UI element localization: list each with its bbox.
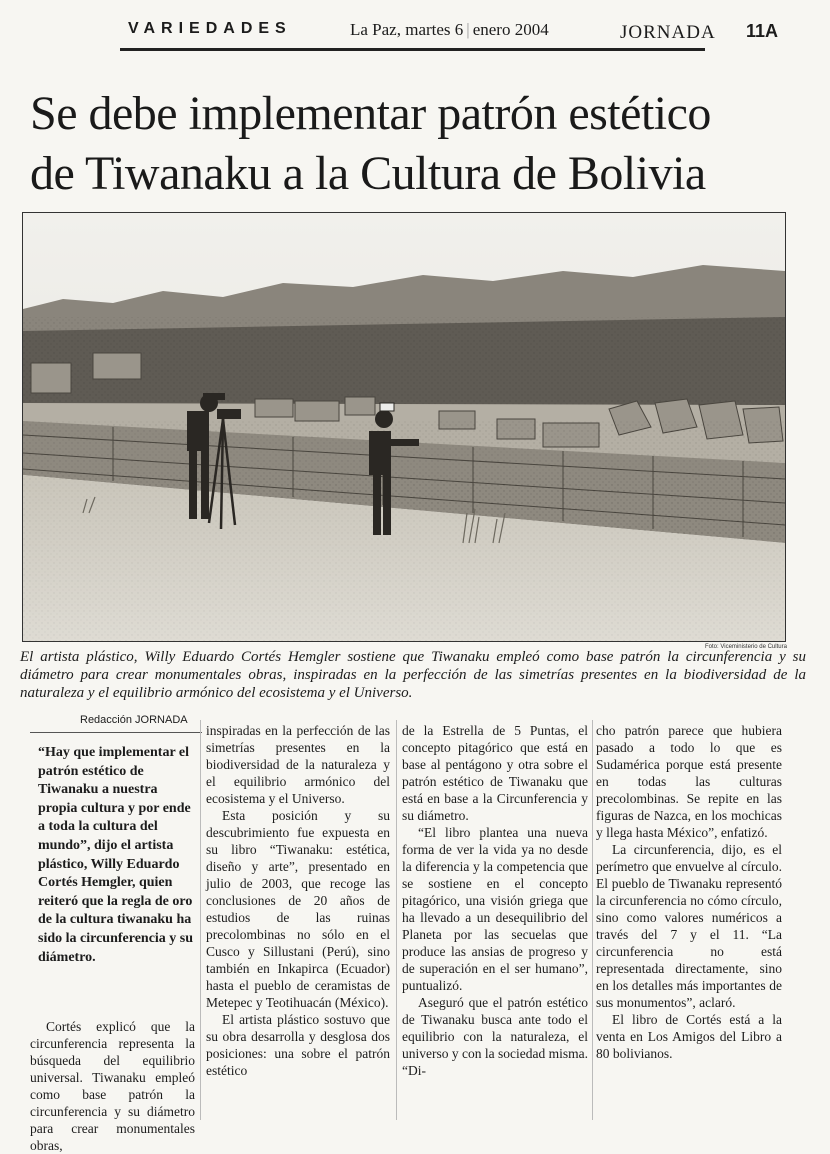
publication-name: JORNADA xyxy=(620,22,716,43)
column-divider xyxy=(592,720,593,1120)
paragraph: Aseguró que el patrón estético de Tiwanaku busca ante todo el equilibrio con la naturaleza, el universo y con la sociedad misma. “Di- xyxy=(402,995,588,1078)
headline xyxy=(30,84,810,204)
paragraph: El artista plástico sostuvo que su obra desarrolla y desglosa dos posiciones: una sobre el patrón estético xyxy=(206,1012,390,1078)
byline-divider xyxy=(30,732,202,733)
paragraph: Cortés explicó que la circunferencia representa la búsqueda del equilibrio universal. Tiwanaku empleó como base patrón la circunferencia y su diámetro para crear monumentales obras, xyxy=(30,1019,195,1153)
article-column-3 xyxy=(402,722,588,1079)
photo-caption: El artista plástico, Willy Eduardo Cortés Hemgler sostiene que Tiwanaku empleó como base patrón la circunferencia y su diámetro para crear monumentales obras, inspiradas en la perfección de las simetrías presentes en la biodiversidad de la naturaleza y el equilibrio armónico del ecosistema y el Universo. xyxy=(20,649,806,701)
photo-credit: Foto: Viceministerio de Cultura xyxy=(705,644,787,650)
paragraph: Esta posición y su descubrimiento fue expuesta en su libro “Tiwanaku: estética, diseño y arte”, presentado en julio de 2003, que recoge las conclusiones de 20 años de estudios de las ruinas precolombinas no sólo en el Cusco y Sillustani (Perú), sino también en Inkapirca (Ecuador) hasta el pueblo de ceramistas de Metepec y Teotihuacán (México). xyxy=(206,808,390,1010)
article-column-1 xyxy=(30,1018,195,1154)
paragraph: “El libro plantea una nueva forma de ver la vida ya no desde la diferencia y la competencia que se sostiene en el concepto pitagórico, una visión griega que ha llevado a un desequilibrio del Planeta por las secuelas que produce las ansias de progreso y de superación en el ser humano”, puntualizó. xyxy=(402,825,588,993)
paragraph: cho patrón parece que hubiera pasado a todo lo que es Sudamérica porque está presente en todas las culturas precolombinas. Se repite en las figuras de Nazca, en los mochicas y llega hasta México”, enfatizó. xyxy=(596,723,782,840)
pull-quote: “Hay que implementar el patrón estético de Tiwanaku a nuestra propia cultura y por ende a toda la cultura del mundo”, dijo el artista plástico, Willy Eduardo Cortés Hemgler, quien reiteró que la regla de oro de la cultura tiwanaku ha sido la circunferencia y su diámetro. xyxy=(38,745,194,965)
headline-line-2: de Tiwanaku a la Cultura de Bolivia xyxy=(30,147,706,200)
page-number: 11A xyxy=(746,21,779,41)
publication-date: La Paz, martes 6 | enero 2004 xyxy=(350,20,549,39)
paragraph: La circunferencia, dijo, es el perímetro que envuelve al círculo. El pueblo de Tiwanaku representó la circunferencia no cómo círculo, sino como valores numéricos a través del 7 y el 11. “La circunferencia no está representada directamente, sino en los detalles más importantes de sus monumentos”, aclaró. xyxy=(596,842,782,1010)
article-column-4 xyxy=(596,722,782,1062)
paragraph: inspiradas en la perfección de las simetrías presentes en la biodiversidad de la naturaleza y el equilibrio armónico del ecosistema y el Universo. xyxy=(206,723,390,806)
article-photo xyxy=(22,212,786,642)
column-divider xyxy=(200,720,201,1120)
headline-line-1: Se debe implementar patrón estético xyxy=(30,87,711,140)
header-divider xyxy=(120,48,705,51)
article-column-2 xyxy=(206,722,390,1079)
paragraph: El libro de Cortés está a la venta en Los Amigos del Libro a 80 bolivianos. xyxy=(596,1012,782,1061)
paragraph: de la Estrella de 5 Puntas, el concepto pitagórico que está en base al pentágono y otra sobre el patrón estético de Tiwanaku que está en base a la Circunferencia y su diámetro. xyxy=(402,723,588,823)
byline: Redacción JORNADA xyxy=(80,714,188,726)
column-divider xyxy=(396,720,397,1120)
section-label: VARIEDADES xyxy=(128,20,292,37)
